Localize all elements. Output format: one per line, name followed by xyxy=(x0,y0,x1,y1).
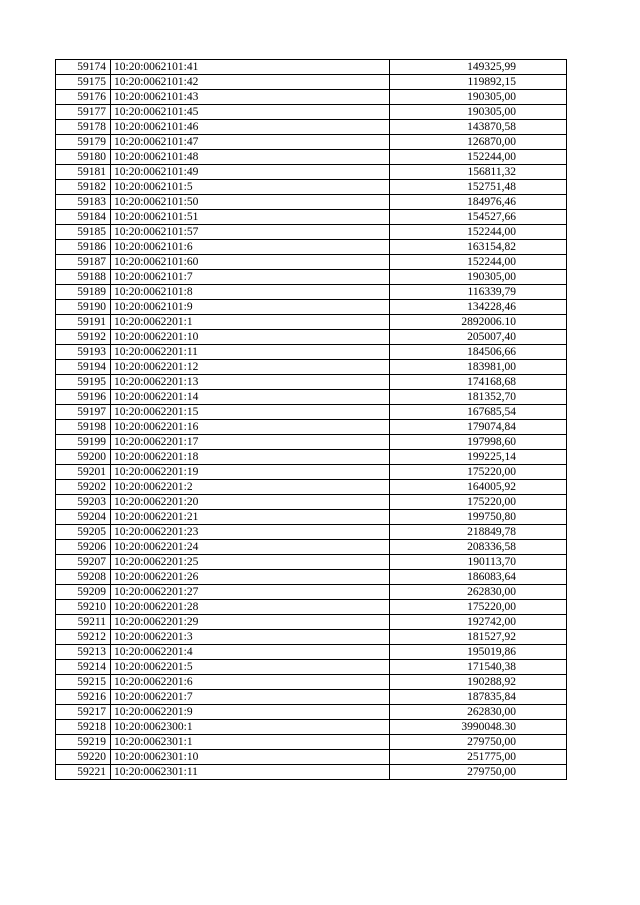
table-row xyxy=(56,465,567,480)
row-number-cell: 59194 xyxy=(56,360,111,375)
cadastral-number-cell: 10:20:0062101:6 xyxy=(111,240,390,255)
row-number-cell: 59187 xyxy=(56,255,111,270)
cadastral-value-cell: 262830,00 xyxy=(390,705,567,720)
cadastral-number-cell: 10:20:0062301:1 xyxy=(111,735,390,750)
row-number-cell: 59205 xyxy=(56,525,111,540)
cadastral-number-cell: 10:20:0062201:10 xyxy=(111,330,390,345)
cadastral-value-cell: 181527,92 xyxy=(390,630,567,645)
table-row xyxy=(56,375,567,390)
table-row xyxy=(56,300,567,315)
table-row xyxy=(56,345,567,360)
row-number-cell: 59191 xyxy=(56,315,111,330)
cadastral-value-cell: 175220,00 xyxy=(390,600,567,615)
table-row xyxy=(56,270,567,285)
cadastral-value-cell: 174168,68 xyxy=(390,375,567,390)
cadastral-number-cell: 10:20:0062201:13 xyxy=(111,375,390,390)
cadastral-value-cell: 199225,14 xyxy=(390,450,567,465)
row-number-cell: 59193 xyxy=(56,345,111,360)
cadastral-value-cell: 167685,54 xyxy=(390,405,567,420)
table-row xyxy=(56,570,567,585)
cadastral-value-cell: 190305,00 xyxy=(390,105,567,120)
row-number-cell: 59174 xyxy=(56,60,111,75)
cadastral-value-cell: 175220,00 xyxy=(390,495,567,510)
cadastral-value-cell: 152244,00 xyxy=(390,225,567,240)
cadastral-number-cell: 10:20:0062101:7 xyxy=(111,270,390,285)
cadastral-value-cell: 179074,84 xyxy=(390,420,567,435)
cadastral-number-cell: 10:20:0062201:21 xyxy=(111,510,390,525)
cadastral-number-cell: 10:20:0062101:49 xyxy=(111,165,390,180)
table-row xyxy=(56,390,567,405)
cadastral-value-cell: 164005,92 xyxy=(390,480,567,495)
table-row xyxy=(56,585,567,600)
cadastral-number-cell: 10:20:0062301:11 xyxy=(111,765,390,780)
cadastral-value-cell: 171540,38 xyxy=(390,660,567,675)
row-number-cell: 59206 xyxy=(56,540,111,555)
cadastral-number-cell: 10:20:0062101:50 xyxy=(111,195,390,210)
cadastral-number-cell: 10:20:0062101:46 xyxy=(111,120,390,135)
cadastral-number-cell: 10:20:0062201:19 xyxy=(111,465,390,480)
row-number-cell: 59211 xyxy=(56,615,111,630)
cadastral-number-cell: 10:20:0062201:15 xyxy=(111,405,390,420)
cadastral-number-cell: 10:20:0062301:10 xyxy=(111,750,390,765)
cadastral-number-cell: 10:20:0062201:9 xyxy=(111,705,390,720)
cadastral-value-cell: 119892,15 xyxy=(390,75,567,90)
cadastral-value-cell: 192742,00 xyxy=(390,615,567,630)
row-number-cell: 59198 xyxy=(56,420,111,435)
cadastral-value-cell: 279750,00 xyxy=(390,765,567,780)
table-row xyxy=(56,105,567,120)
table-body xyxy=(56,60,567,780)
cadastral-value-cell: 154527,66 xyxy=(390,210,567,225)
table-row xyxy=(56,630,567,645)
table-row xyxy=(56,705,567,720)
cadastral-number-cell: 10:20:0062101:57 xyxy=(111,225,390,240)
table-row xyxy=(56,360,567,375)
cadastral-number-cell: 10:20:0062201:2 xyxy=(111,480,390,495)
row-number-cell: 59186 xyxy=(56,240,111,255)
cadastral-number-cell: 10:20:0062201:26 xyxy=(111,570,390,585)
row-number-cell: 59221 xyxy=(56,765,111,780)
cadastral-number-cell: 10:20:0062201:3 xyxy=(111,630,390,645)
cadastral-value-cell: 205007,40 xyxy=(390,330,567,345)
cadastral-number-cell: 10:20:0062201:1 xyxy=(111,315,390,330)
cadastral-number-cell: 10:20:0062101:5 xyxy=(111,180,390,195)
row-number-cell: 59208 xyxy=(56,570,111,585)
row-number-cell: 59190 xyxy=(56,300,111,315)
cadastral-number-cell: 10:20:0062201:5 xyxy=(111,660,390,675)
cadastral-value-cell: 143870,58 xyxy=(390,120,567,135)
cadastral-number-cell: 10:20:0062201:14 xyxy=(111,390,390,405)
cadastral-value-cell: 197998,60 xyxy=(390,435,567,450)
row-number-cell: 59197 xyxy=(56,405,111,420)
cadastral-number-cell: 10:20:0062201:24 xyxy=(111,540,390,555)
table-row xyxy=(56,735,567,750)
cadastral-value-cell: 195019,86 xyxy=(390,645,567,660)
cadastral-number-cell: 10:20:0062201:27 xyxy=(111,585,390,600)
table-row xyxy=(56,255,567,270)
row-number-cell: 59217 xyxy=(56,705,111,720)
cadastral-number-cell: 10:20:0062101:42 xyxy=(111,75,390,90)
cadastral-value-cell: 218849,78 xyxy=(390,525,567,540)
cadastral-value-cell: 181352,70 xyxy=(390,390,567,405)
cadastral-number-cell: 10:20:0062101:51 xyxy=(111,210,390,225)
table-row xyxy=(56,90,567,105)
cadastral-number-cell: 10:20:0062101:41 xyxy=(111,60,390,75)
cadastral-value-cell: 190113,70 xyxy=(390,555,567,570)
row-number-cell: 59201 xyxy=(56,465,111,480)
table-row xyxy=(56,330,567,345)
row-number-cell: 59179 xyxy=(56,135,111,150)
row-number-cell: 59189 xyxy=(56,285,111,300)
cadastral-number-cell: 10:20:0062201:23 xyxy=(111,525,390,540)
table-row xyxy=(56,120,567,135)
cadastral-value-cell: 251775,00 xyxy=(390,750,567,765)
table-row xyxy=(56,240,567,255)
cadastral-value-cell: 208336,58 xyxy=(390,540,567,555)
table-row xyxy=(56,660,567,675)
table-row xyxy=(56,675,567,690)
table-row xyxy=(56,600,567,615)
table-row xyxy=(56,480,567,495)
table-row xyxy=(56,315,567,330)
row-number-cell: 59203 xyxy=(56,495,111,510)
cadastral-value-cell: 152244,00 xyxy=(390,150,567,165)
cadastral-number-cell: 10:20:0062201:4 xyxy=(111,645,390,660)
cadastral-value-cell: 149325,99 xyxy=(390,60,567,75)
row-number-cell: 59181 xyxy=(56,165,111,180)
table-row xyxy=(56,555,567,570)
row-number-cell: 59216 xyxy=(56,690,111,705)
table-row xyxy=(56,285,567,300)
cadastral-value-cell: 152244,00 xyxy=(390,255,567,270)
row-number-cell: 59178 xyxy=(56,120,111,135)
row-number-cell: 59195 xyxy=(56,375,111,390)
row-number-cell: 59183 xyxy=(56,195,111,210)
cadastral-number-cell: 10:20:0062201:12 xyxy=(111,360,390,375)
cadastral-value-cell: 187835,84 xyxy=(390,690,567,705)
cadastral-value-cell: 2892006.10 xyxy=(390,315,567,330)
cadastral-value-cell: 156811,32 xyxy=(390,165,567,180)
cadastral-value-cell: 183981,00 xyxy=(390,360,567,375)
table-row xyxy=(56,420,567,435)
cadastral-number-cell: 10:20:0062201:11 xyxy=(111,345,390,360)
table-row xyxy=(56,750,567,765)
cadastral-value-cell: 184506,66 xyxy=(390,345,567,360)
cadastral-value-cell: 186083,64 xyxy=(390,570,567,585)
table-row xyxy=(56,525,567,540)
row-number-cell: 59185 xyxy=(56,225,111,240)
table-row xyxy=(56,510,567,525)
table-row xyxy=(56,180,567,195)
cadastral-number-cell: 10:20:0062201:20 xyxy=(111,495,390,510)
table-row xyxy=(56,690,567,705)
row-number-cell: 59218 xyxy=(56,720,111,735)
cadastral-value-cell: 190305,00 xyxy=(390,270,567,285)
row-number-cell: 59210 xyxy=(56,600,111,615)
cadastral-value-cell: 199750,80 xyxy=(390,510,567,525)
row-number-cell: 59202 xyxy=(56,480,111,495)
table-row xyxy=(56,225,567,240)
cadastral-number-cell: 10:20:0062101:60 xyxy=(111,255,390,270)
cadastral-value-cell: 126870,00 xyxy=(390,135,567,150)
row-number-cell: 59192 xyxy=(56,330,111,345)
cadastral-number-cell: 10:20:0062201:7 xyxy=(111,690,390,705)
cadastral-value-cell: 175220,00 xyxy=(390,465,567,480)
cadastral-value-table xyxy=(55,59,567,780)
table-row xyxy=(56,195,567,210)
row-number-cell: 59204 xyxy=(56,510,111,525)
table-row xyxy=(56,210,567,225)
cadastral-number-cell: 10:20:0062201:28 xyxy=(111,600,390,615)
row-number-cell: 59175 xyxy=(56,75,111,90)
table-row xyxy=(56,540,567,555)
table-row xyxy=(56,135,567,150)
cadastral-value-cell: 190305,00 xyxy=(390,90,567,105)
cadastral-value-cell: 116339,79 xyxy=(390,285,567,300)
table-row xyxy=(56,615,567,630)
cadastral-number-cell: 10:20:0062101:9 xyxy=(111,300,390,315)
cadastral-number-cell: 10:20:0062201:17 xyxy=(111,435,390,450)
row-number-cell: 59219 xyxy=(56,735,111,750)
cadastral-number-cell: 10:20:0062101:43 xyxy=(111,90,390,105)
cadastral-number-cell: 10:20:0062201:29 xyxy=(111,615,390,630)
table-row xyxy=(56,75,567,90)
table-row xyxy=(56,450,567,465)
row-number-cell: 59180 xyxy=(56,150,111,165)
cadastral-number-cell: 10:20:0062300:1 xyxy=(111,720,390,735)
cadastral-number-cell: 10:20:0062101:45 xyxy=(111,105,390,120)
row-number-cell: 59182 xyxy=(56,180,111,195)
cadastral-number-cell: 10:20:0062101:47 xyxy=(111,135,390,150)
row-number-cell: 59209 xyxy=(56,585,111,600)
row-number-cell: 59213 xyxy=(56,645,111,660)
cadastral-value-cell: 134228,46 xyxy=(390,300,567,315)
row-number-cell: 59196 xyxy=(56,390,111,405)
cadastral-value-cell: 190288,92 xyxy=(390,675,567,690)
cadastral-value-cell: 152751,48 xyxy=(390,180,567,195)
table-row xyxy=(56,405,567,420)
table-row xyxy=(56,645,567,660)
row-number-cell: 59214 xyxy=(56,660,111,675)
cadastral-number-cell: 10:20:0062201:6 xyxy=(111,675,390,690)
table-row xyxy=(56,435,567,450)
cadastral-number-cell: 10:20:0062101:8 xyxy=(111,285,390,300)
table-row xyxy=(56,165,567,180)
row-number-cell: 59176 xyxy=(56,90,111,105)
row-number-cell: 59200 xyxy=(56,450,111,465)
row-number-cell: 59177 xyxy=(56,105,111,120)
row-number-cell: 59184 xyxy=(56,210,111,225)
table-row xyxy=(56,60,567,75)
row-number-cell: 59220 xyxy=(56,750,111,765)
row-number-cell: 59207 xyxy=(56,555,111,570)
cadastral-value-cell: 3990048.30 xyxy=(390,720,567,735)
table-row xyxy=(56,720,567,735)
cadastral-number-cell: 10:20:0062201:25 xyxy=(111,555,390,570)
row-number-cell: 59188 xyxy=(56,270,111,285)
cadastral-value-cell: 262830,00 xyxy=(390,585,567,600)
cadastral-number-cell: 10:20:0062101:48 xyxy=(111,150,390,165)
cadastral-value-cell: 163154,82 xyxy=(390,240,567,255)
row-number-cell: 59215 xyxy=(56,675,111,690)
cadastral-number-cell: 10:20:0062201:18 xyxy=(111,450,390,465)
table-row xyxy=(56,150,567,165)
cadastral-value-cell: 279750,00 xyxy=(390,735,567,750)
cadastral-number-cell: 10:20:0062201:16 xyxy=(111,420,390,435)
row-number-cell: 59199 xyxy=(56,435,111,450)
cadastral-value-cell: 184976,46 xyxy=(390,195,567,210)
table-row xyxy=(56,495,567,510)
row-number-cell: 59212 xyxy=(56,630,111,645)
table-row xyxy=(56,765,567,780)
